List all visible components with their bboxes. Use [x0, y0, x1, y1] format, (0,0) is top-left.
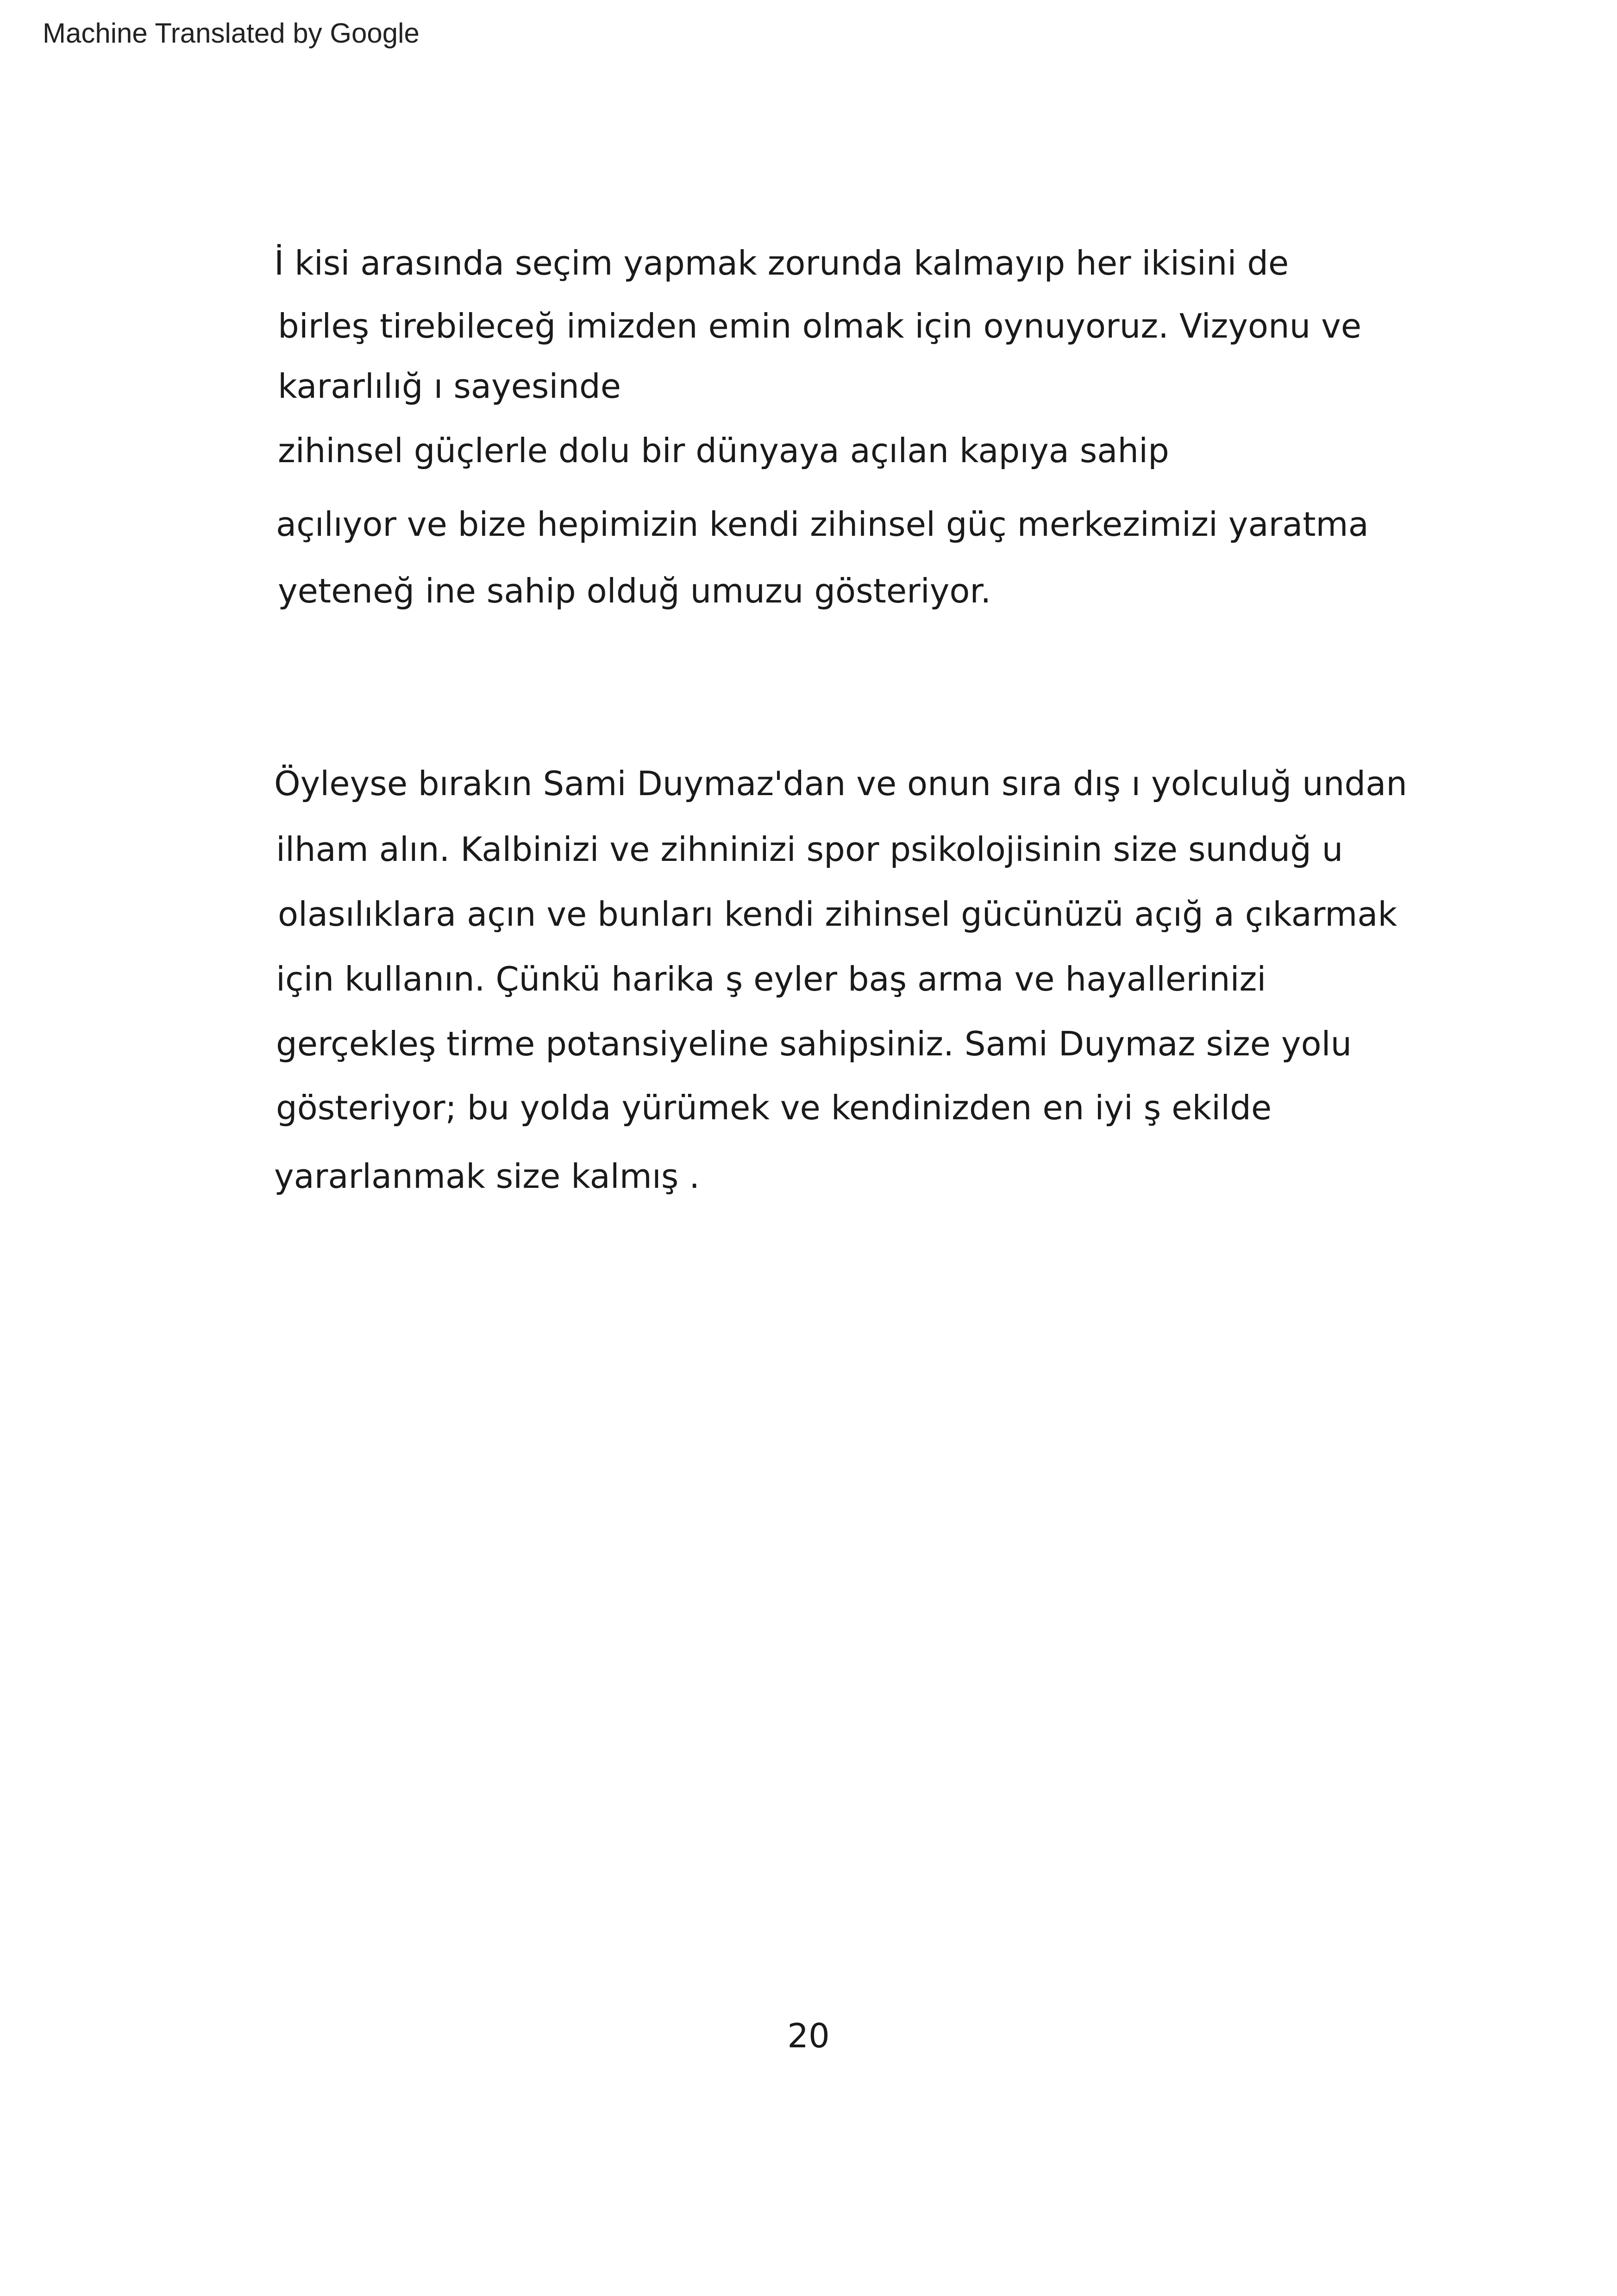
- paragraph-2-line-7: yararlanmak size kalmış .: [274, 1157, 700, 1196]
- paragraph-1-line-1: İ kisi arasında seçim yapmak zorunda kalmayıp her ikisini de: [274, 244, 1289, 282]
- paragraph-1-line-3: kararlılığ ı sayesinde: [278, 367, 621, 406]
- paragraph-1-line-5: açılıyor ve bize hepimizin kendi zihinsel güç merkezimizi yaratma: [276, 505, 1369, 544]
- machine-translation-notice: Machine Translated by Google: [43, 18, 420, 49]
- paragraph-1-line-2: birleş tirebileceğ imizden emin olmak için oynuyoruz. Vizyonu ve: [278, 307, 1362, 345]
- paragraph-2-line-5: gerçekleş tirme potansiyeline sahipsiniz. Sami Duymaz size yolu: [276, 1024, 1352, 1063]
- paragraph-2-line-2: ilham alın. Kalbinizi ve zihninizi spor psikolojisinin size sunduğ u: [276, 830, 1343, 869]
- paragraph-1-line-4: zihinsel güçlerle dolu bir dünyaya açılan kapıya sahip: [278, 431, 1169, 470]
- paragraph-2-line-6: gösteriyor; bu yolda yürümek ve kendinizden en iyi ş ekilde: [276, 1088, 1272, 1127]
- paragraph-2-line-4: için kullanın. Çünkü harika ş eyler baş arma ve hayallerinizi: [276, 960, 1266, 998]
- paragraph-2-line-1: Öyleyse bırakın Sami Duymaz'dan ve onun sıra dış ı yolculuğ undan: [274, 764, 1407, 803]
- page-number: 20: [787, 2016, 830, 2055]
- paragraph-1-line-6: yeteneğ ine sahip olduğ umuzu gösteriyor.: [278, 571, 991, 610]
- paragraph-2-line-3: olasılıklara açın ve bunları kendi zihinsel gücünüzü açığ a çıkarmak: [278, 895, 1398, 934]
